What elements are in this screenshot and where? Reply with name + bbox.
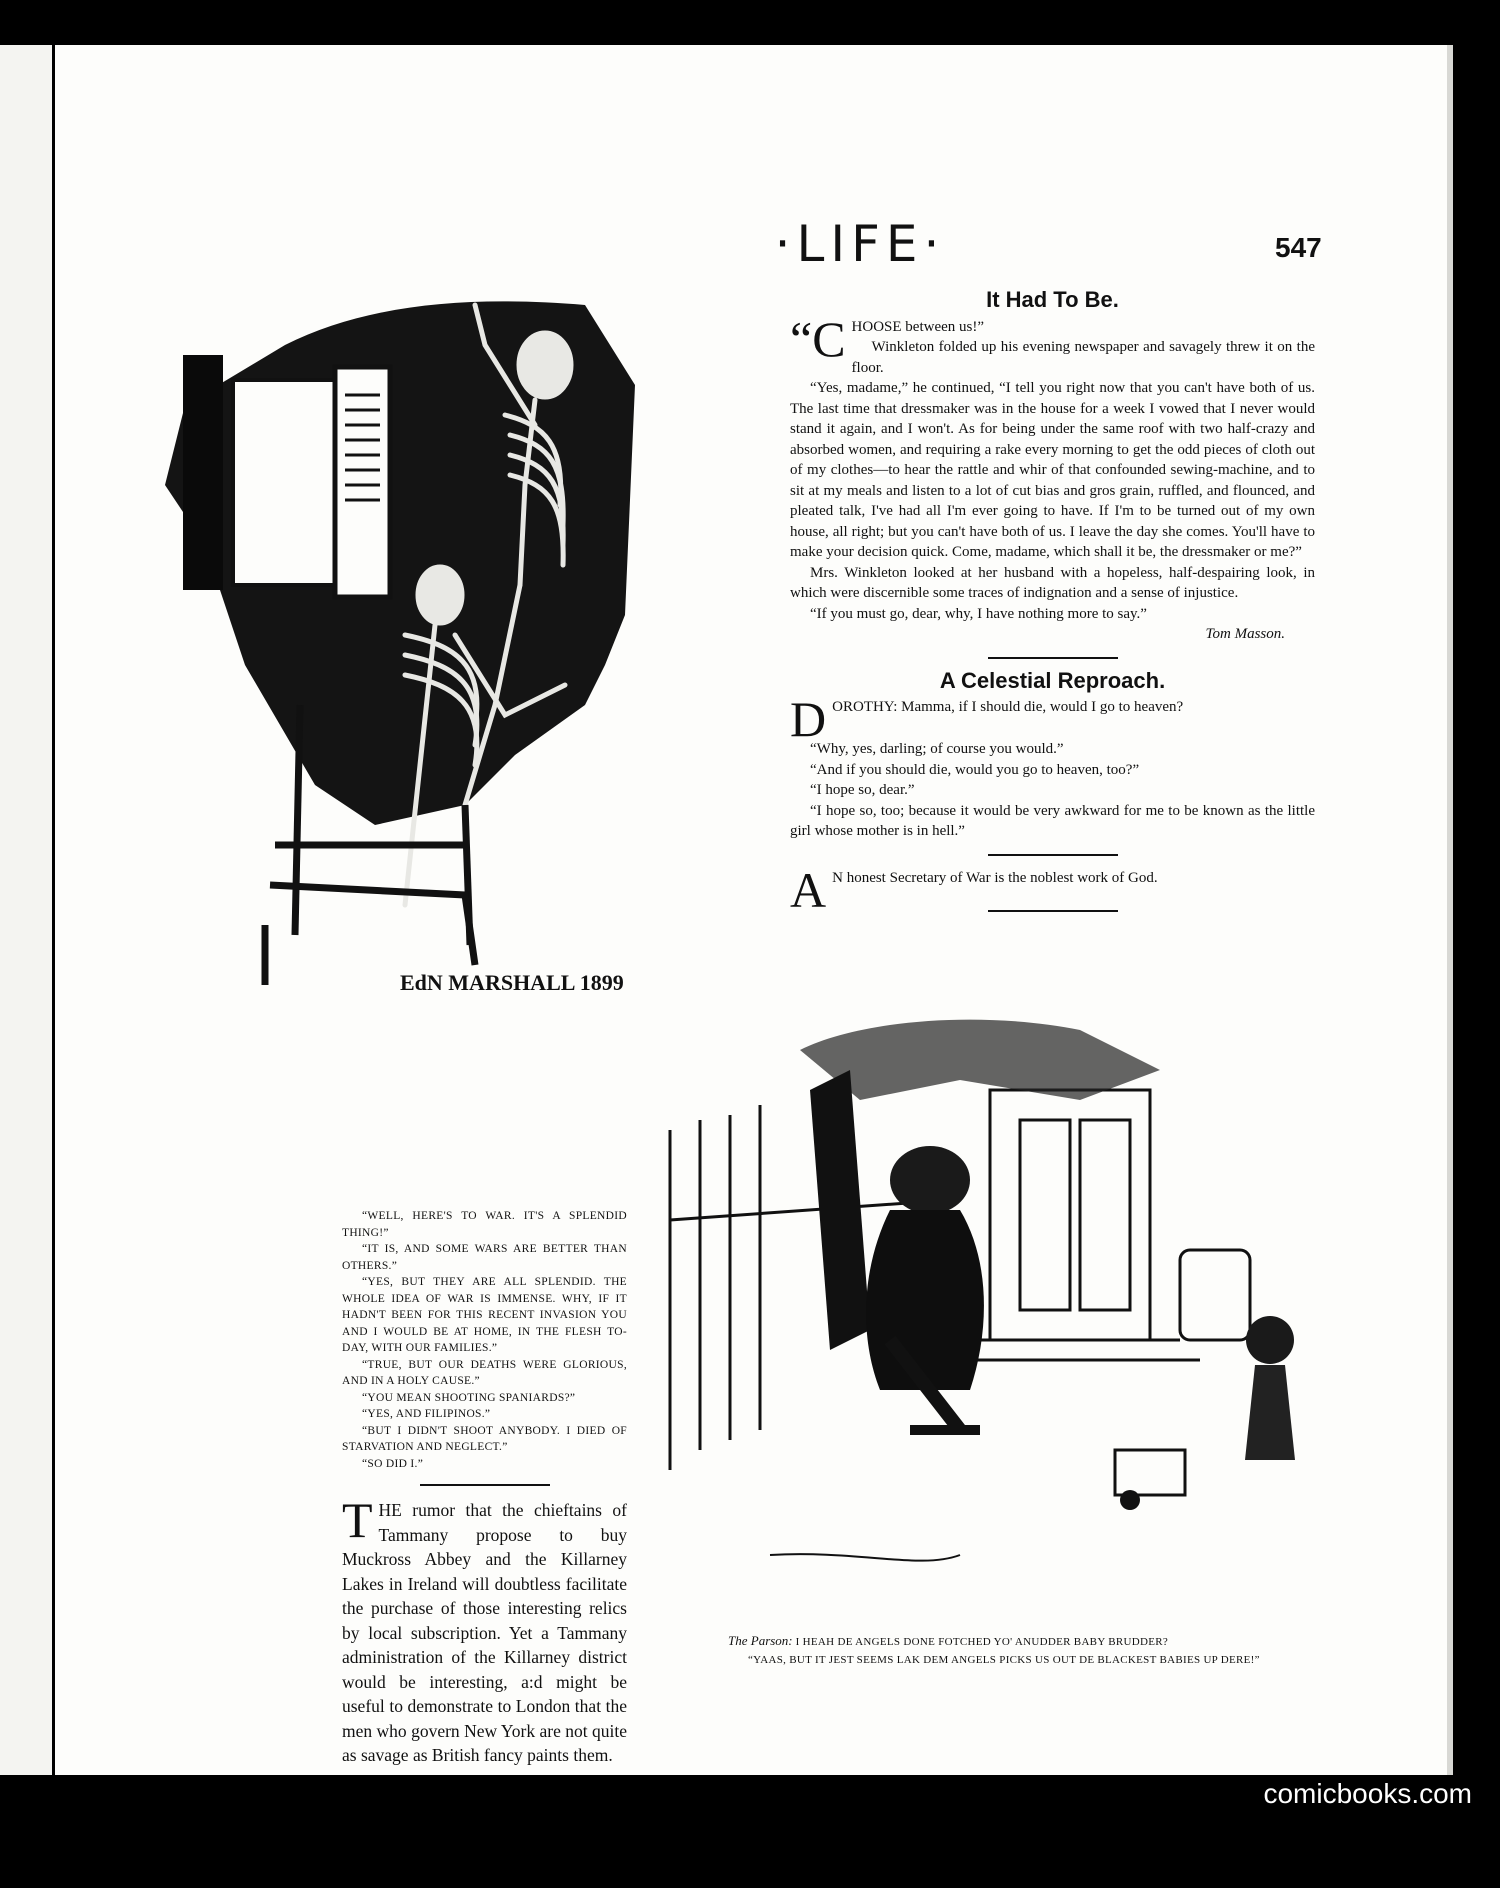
story-paragraph: Winkleton folded up his evening newspaper and savagely threw it on the floor. bbox=[851, 339, 1315, 376]
skeleton-soldiers-illustration bbox=[165, 285, 655, 1185]
epigram bbox=[790, 861, 1315, 918]
story-title: It Had To Be. bbox=[986, 287, 1119, 312]
masthead: ·LIFE· bbox=[774, 215, 946, 273]
page-edge-shadow bbox=[1447, 45, 1453, 1775]
story-text: HOOSE between us!” bbox=[851, 318, 985, 335]
drop-cap: D bbox=[790, 691, 827, 747]
caption-line-2: “IT IS, AND SOME WARS ARE BETTER THAN OTHERS.” bbox=[342, 1243, 627, 1272]
parson-caption-line bbox=[728, 1651, 1318, 1669]
caption-line-4: “TRUE, BUT OUR DEATHS WERE GLORIOUS, AND IN A HOLY CAUSE.” bbox=[342, 1358, 627, 1387]
caption-line-5: “YOU MEAN SHOOTING SPANIARDS?” bbox=[362, 1391, 576, 1404]
epigram-text: N honest Secretary of War is the noblest work of God. bbox=[832, 869, 1158, 886]
parson-illustration bbox=[660, 1010, 1320, 1610]
section-divider bbox=[988, 910, 1118, 912]
section-divider bbox=[988, 657, 1118, 659]
caption-line-6: “YES, AND FILIPINOS.” bbox=[362, 1408, 491, 1420]
caption-text: “YAAS, BUT IT JEST SEEMS LAK DEM ANGELS PICKS US OUT DE BLACKEST BABIES UP DERE!” bbox=[748, 1654, 1260, 1666]
parson-caption bbox=[728, 1632, 1318, 1669]
drop-cap: “C bbox=[790, 310, 846, 367]
story-paragraph: Mrs. Winkleton looked at her husband with a hopeless, half-despairing look, in which were discernible some traces of indignation and a sense of injustice. bbox=[790, 564, 1315, 601]
story-paragraph: “Yes, madame,” he continued, “I tell you right now that you can't have both of us. The last time that dressmaker was in the house for a week I vowed that I never would stand it again, and I won't. As for being under the same roof with two half-crazy and absorbed women, and requiring a rake every morning to get the odd pieces of cloth out of my clothes—to hear the rattle and whir of that confounded sewing-machine, and to sit at my meals and listen to a lot of cut bias and gros grain, ruffled, and flounced, and pleated talk, I've had all I'm ever going to have. If I'm to be turned out of my own house, all right; but you can't have both of us. I leave the day she comes. You'll have to make your decision quick. Come, madame, which shall it be, the dressmaker or me?” bbox=[790, 380, 1315, 560]
speaker-label: The Parson: bbox=[728, 1633, 793, 1648]
caption-line-1: “WELL, HERE'S TO WAR. IT'S A SPLENDID THING!” bbox=[342, 1210, 627, 1239]
story-paragraph bbox=[790, 691, 1315, 747]
facing-page-edge bbox=[0, 45, 52, 1775]
story-paragraph: “Why, yes, darling; of course you would.” bbox=[810, 741, 1064, 757]
right-column bbox=[790, 287, 1315, 924]
section-divider bbox=[420, 1484, 550, 1486]
tammany-paragraph bbox=[342, 1492, 627, 1768]
page-number: 547 bbox=[1275, 232, 1322, 263]
author-credit: Tom Masson. bbox=[1205, 626, 1285, 642]
drop-cap: A bbox=[790, 861, 827, 918]
caption-line-7: “BUT I DIDN'T SHOOT ANYBODY. I DIED OF STARVATION AND NEGLECT.” bbox=[342, 1424, 627, 1453]
story-text: OROTHY: Mamma, if I should die, would I go to heaven? bbox=[832, 699, 1184, 715]
caption-line-8: “SO DID I.” bbox=[362, 1457, 424, 1470]
story-paragraph: “And if you should die, would you go to heaven, too?” bbox=[810, 761, 1140, 778]
tammany-text: HE rumor that the chieftains of Tammany propose to buy Muckross Abbey and the Killarney Lakes in Ireland will doubtless facilitate the purchase of those interesting relics by local subscription. Yet a Tammany administration of the Killarney district would be interesting, a:d might be useful to demonstrate to London that the men who govern New York are not quite as savage as British fancy paints them. bbox=[342, 1500, 627, 1765]
story-paragraph: “I hope so, too; because it would be very awkward for me to be known as the little girl whose mother is in hell.” bbox=[790, 802, 1315, 839]
caption-text: I HEAH DE ANGELS DONE FOTCHED YO' ANUDDER BABY BRUDDER? bbox=[795, 1636, 1169, 1648]
skeleton-caption bbox=[342, 1208, 627, 1768]
parson-caption-line bbox=[728, 1632, 1318, 1651]
watermark: comicbooks.com bbox=[1263, 1778, 1472, 1809]
story-paragraph: “If you must go, dear, why, I have nothing more to say.” bbox=[810, 605, 1147, 622]
caption-line-3: “YES, BUT THEY ARE ALL SPLENDID. THE WHOLE IDEA OF WAR IS IMMENSE. WHY, IF IT HADN'T BEEN FOR THIS RECENT INVASION YOU AND I WOULD BE AT HOME, IN THE FLESH TO-DAY, WITH OUR FAMILIES.” bbox=[342, 1276, 627, 1354]
story-paragraph: “I hope so, dear.” bbox=[810, 782, 915, 798]
artist-signature: EdN MARSHALL 1899 bbox=[400, 970, 624, 995]
drop-cap: T bbox=[342, 1492, 373, 1548]
section-divider bbox=[988, 854, 1118, 856]
story-title: A Celestial Reproach. bbox=[939, 667, 1166, 693]
